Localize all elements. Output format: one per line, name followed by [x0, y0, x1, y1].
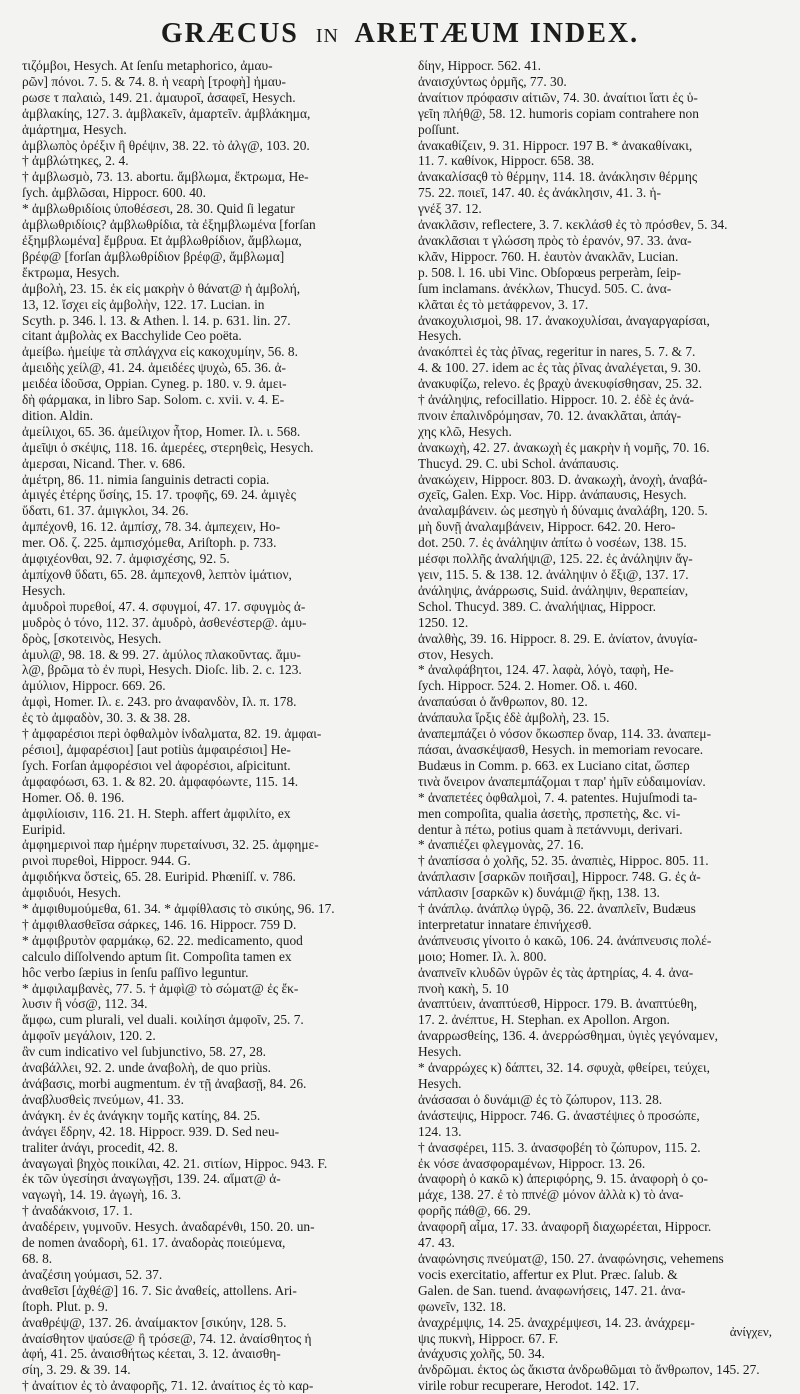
index-line: πάσαι, ἀνασκέψασθ, Hesych. in memoriam revocare. [418, 741, 704, 757]
index-line: μέσφι πολλῆς ἀναλήψι@, 125. 22. ἐς ἀνάληψιν ἄγ- [418, 551, 693, 567]
index-line: ἀνάσασαι ὁ δυνάμι@ ἐς τὸ ζώπυρον, 113. 28. [418, 1091, 663, 1107]
index-line: γνέξ 37. 12. [418, 201, 482, 217]
index-line: νάπλασιν [σαρκῶν κ) δυνάμι@ ἥκῃ, 138. 13. [418, 885, 660, 901]
index-line: Hesych. [22, 582, 66, 598]
index-line: 11. 7. καθίνοκ, Hippocr. 658. 38. [418, 153, 595, 169]
index-line: ἀμεῖψι ὁ σκέψις, 118. 16. ἀμερέες, στερηθεὶς, Hesych. [22, 439, 314, 455]
index-line: ἐξημβλωμένα] ἔμβρυα. Et ἀμβλωθρίδιον, ἄμβλωμα, [22, 232, 302, 248]
index-line: μοιο; Homer. Ιλ. λ. 800. [418, 948, 547, 964]
index-line: ἀναρρωσθείης, 136. 4. ἀνερρώσθημαι, ὑγιὲς γεγόναμεν, [418, 1028, 718, 1044]
index-line: ρινοὶ πυρεθοὶ, Hippocr. 944. G. [22, 853, 191, 869]
index-line: vocis exercitatio, affertur ex Plut. Præc. ſalub. & [418, 1266, 678, 1282]
index-line: * ἀμφιβρυτὸν φαρμάκῳ, 62. 22. medicamento, quod [22, 932, 303, 948]
index-line: ἀνάληψις, ἀνάρρωσις, Suid. ἀνάληψιν, θεραπείαν, [418, 582, 689, 598]
index-line: ἀνακαλίσαςθ τὸ θέρμην, 114. 18. ἀνάκλησιν θέρμης [418, 169, 698, 185]
index-line: * ἀμφιθυμούμεθα, 61. 34. * ἀμφίθλασις τὸ σικύης, 96. 17. [22, 901, 335, 917]
index-line: dition. Aldin. [22, 407, 94, 423]
index-line: ρέσιοι], ἀμφαρέσιοι] [aut potiùs ἀμφαιρέσιοι] He- [22, 741, 291, 757]
index-line: Scyth. p. 346. l. 13. & Athen. l. 14. p. 631. lin. 27. [22, 312, 291, 328]
index-line: interpretatur innatare ἐπινήχεσθ. [418, 916, 592, 932]
index-line: ἀναλαμβάνειν. ὡς μεσηγὺ ἡ δύναμις ἀναλάβη, 120. 5. [418, 503, 708, 519]
index-line: ἀνακόπτεὶ ἐς τὰς ῥῖνας, regeritur in nares, 5. 7. & 7. [418, 344, 696, 360]
index-line: ἀναφώνησις πνεύματ@, 150. 27. ἀναφώνησις, vehemens [418, 1250, 724, 1266]
index-line: ἀναφορὴ ὁ κακῶ κ) ἀπεριφόρης, 9. 15. ἀναφορὴ ὁ ςο- [418, 1171, 709, 1187]
index-line: † ἀναπίσσα ὁ χολῆς, 52. 35. ἀναπιὲς, Hippoc. 805. 11. [418, 853, 709, 869]
index-line: ἀνάπλασιν [σαρκῶν ποιῆσαι], Hippocr. 748. G. ἐς ἀ- [418, 869, 701, 885]
index-line: ἀναφορῆ αἷμα, 17. 33. ἀναφορῆ διαχωρέεται, Hippocr. [418, 1219, 712, 1235]
index-line: ἀμιγές ἐτέρης ὕσίης, 15. 17. τροφῆς, 69. 24. ἀμιγὲς [22, 487, 296, 503]
index-line: ἀναβάλλει, 92. 2. unde ἀναβολὴ, de quo priùs. [22, 1060, 272, 1076]
index-line: 17. 2. ἀνέπτυε, H. Stephan. ex Apollon. Argon. [418, 1012, 670, 1028]
index-line: 47. 43. [418, 1235, 455, 1251]
index-line: μὴ δυνῇ ἀναλαμβάνειν, Hippocr. 642. 20. Hero- [418, 519, 676, 535]
index-line: * ἀναπιέζει φλεγμονὰς, 27. 16. [418, 837, 584, 853]
index-line: ἀμέτρη, 86. 11. nimia ſanguinis detracti copia. [22, 471, 270, 487]
right-column [398, 58, 774, 1394]
index-line: ἀμπέχονθ, 16. 12. ἀμπίσχ, 78. 34. ἀμπεχειν, Ho- [22, 519, 281, 535]
index-line: Euripid. [22, 821, 66, 837]
index-line: ἀναλθὴς, 39. 16. Hippocr. 8. 29. E. ἀνίατον, ἀνυγία- [418, 630, 698, 646]
index-line: virile robur recuperare, Herodot. 142. 17. [418, 1378, 640, 1394]
index-line: 68. 8. [22, 1250, 53, 1266]
index-line: ἀναισχύντως ὀρμῆς, 77. 30. [418, 73, 567, 89]
index-line: p. 508. l. 16. ubi Vinc. Obſopœus perperàm, ſeip- [418, 264, 681, 280]
index-line: † ἀμβλωσμὸ, 73. 13. abortu. ἄμβλωμα, ἔκτρωμα, He- [22, 169, 309, 185]
index-line: φορῆς πάθ@, 66. 29. [418, 1203, 531, 1219]
index-line: ἀναβλυσθεὶς πνεύμων, 41. 33. [22, 1091, 184, 1107]
index-line: ἀμβλωθριδίοις? ἀμβλωθρίδια, τὰ ἐξημβλωμένα [forſan [22, 217, 316, 233]
header-word-graecus: GRÆCUS [160, 18, 299, 49]
index-line: † ἀνάληψις, refocillatio. Hippocr. 10. 2. ἐδὲ ἐς ἀνά- [418, 392, 694, 408]
index-line: ἀνάπαυλα ἴρξις ἐδὲ ἀμβολὴ, 23. 15. [418, 710, 610, 726]
index-line: ἀμείβω. ἠμείψε τὰ σπλάγχνα εἰς κακοχυμίην, 56. 8. [22, 344, 298, 360]
index-line: κλᾶν, Hippocr. 760. H. ἑαυτὸν ἀνακλᾶν, Lucian. [418, 248, 679, 264]
index-line: 75. 22. ποιεῖ, 147. 40. ἐς ἀνάκλησιν, 41. 3. ἡ- [418, 185, 662, 201]
index-line: ſych. Forſan ἀμφορέσιοι vel ἀφορέσιοι, aſpicitunt. [22, 757, 291, 773]
index-line: ἀμυλ@, 98. 18. & 99. 27. ἀμύλος πλακοῦντας. ἄμυ- [22, 646, 301, 662]
index-line: Schol. Thucyd. 389. C. ἀναλήψιας, Hippocr. [418, 598, 656, 614]
index-line: ρῶν] πόνοι. 7. 5. & 74. 8. ἡ νεαρὴ [τροφὴ] ἠμαυ- [22, 73, 287, 89]
index-line: πνοὴ κακὴ, 5. 10 [418, 980, 509, 996]
index-line: ἔκτρωμα, Hesych. [22, 264, 120, 280]
index-line: μειδέα ἰδοῦσα, Oppian. Cyneg. p. 180. v. 9. ἀμει- [22, 376, 287, 392]
index-line: ἀναγωγαὶ βηχὸς ποικίλαι, 42. 21. σιτίων, Hippoc. 943. F. [22, 1155, 328, 1171]
index-line: * ἀναρρώχες κ) δάπτει, 32. 14. σφυχὰ, φθείρει, τεύχει, [418, 1060, 710, 1076]
index-line: Hesych. [418, 328, 462, 344]
index-line: ψις πυκνὴ, Hippocr. 67. F. [418, 1330, 559, 1346]
index-line: † ἀναίτιον ἐς τὸ ἀναφορῆς, 71. 12. ἀναίτιος ἐς τὸ καρ- [22, 1378, 314, 1394]
index-line: † ἀναδάκνοισ, 17. 1. [22, 1203, 133, 1219]
index-line: ἀναζέσιη γούμασι, 52. 37. [22, 1266, 163, 1282]
index-line: ἀναπτύειν, ἀναπτύεσθ, Hippocr. 179. B. ἀναπτύεθη, [418, 996, 698, 1012]
index-line: calculo diſſolvendo aptum ſit. Compoſita tamen ex [22, 948, 292, 964]
index-line: * ἀναλφάβητοι, 124. 47. λαφὰ, λόγὸ, ταφὴ, He- [418, 662, 674, 678]
header-word-index: ARETÆUM INDEX. [354, 18, 640, 49]
index-line: δὴ φάρμακα, in libro Sap. Solom. c. xvii. v. 4. E- [22, 392, 285, 408]
index-line: ἀνακώχειν, Hippocr. 803. D. ἀνακωχὴ, ἀνοχὴ, ἀναβά- [418, 471, 708, 487]
index-line: ἀμβλωπὸς ὀρέξιν ἢ θρέψιν, 38. 22. τὸ ἀλγ@, 103. 20. [22, 137, 310, 153]
index-line: ἀνακωχὴ, 42. 27. ἀνακωχὴ ἐς μακρὴν ἡ νομῆς, 70. 16. [418, 439, 710, 455]
index-line: ἀνακοχυλισμοὶ, 98. 17. ἀνακοχυλίσαι, ἀναγαργαρίσαι, [418, 312, 710, 328]
index-line: γειν, 115. 5. & 138. 12. ἀνάληψιν ὁ ἕξι@, 137. 17. [418, 567, 689, 582]
index-line: δίην, Hippocr. 562. 41. [418, 58, 542, 73]
index-line: τιζόμβοι, Hesych. At ſenſu metaphorico, ἀμαυ- [22, 58, 273, 73]
catchword: ἀνίγχεν, [729, 1324, 772, 1339]
index-line: traliter ἀνάγι, procedit, 42. 8. [22, 1139, 179, 1155]
index-line: Hesych. [418, 1044, 462, 1060]
index-line: ρωσε τ παλαιὼ, 149. 21. ἀμαυροῖ, ἀσαφεῖ, Hesych. [22, 89, 296, 105]
index-line: ἀνάγει ἔδρην, 42. 18. Hippocr. 939. D. Sed neu- [22, 1123, 280, 1139]
index-line: ἀναχρέμψις, 14. 25. ἀναχρέμψεσι, 14. 23. ἀνάχρεμ- [418, 1314, 695, 1330]
index-line: φωνεῖν, 132. 18. [418, 1298, 507, 1314]
index-line: ἀμφαφόωσι, 63. 1. & 82. 20. ἀμφαφόωντε, 115. 14. [22, 773, 299, 789]
index-line: μυδρὸς ὁ τόνο, 112. 37. ἀμυδρὸ, ἀσθενέστερ@. ἀμυ- [22, 614, 307, 630]
index-line: Hesych. [418, 1076, 462, 1091]
index-line: dot. 250. 7. ἐς ἀνάληψιν ἀπίτω ὁ νοσέων, 138. 15. [418, 535, 687, 551]
index-line: ἀμερσαι, Nicand. Ther. v. 686. [22, 455, 186, 471]
index-line: ἀμβολὴ, 23. 15. ἐκ εἰς μακρὴν ὁ θάνατ@ ἡ ἀμβολή, [22, 280, 301, 296]
index-line: dentur à πέτω, potius quam à πετάννυμι, derivari. [418, 821, 683, 837]
index-line: ἀναπνεῖν κλυδῶν ὑγρῶν ἐς τὰς ἀρτηρίας, 4. 4. ἀνα- [418, 964, 694, 980]
index-line: poſſunt. [418, 121, 460, 137]
index-line: ἀνδρῶμαι. ἐκτος ὡς ἄκιστα ἀνδρωθῶμαι τὸ ἄνθρωπον, 145. 27. [418, 1362, 760, 1378]
index-line: Galen. de San. tuend. ἀναφωνήσεις, 147. 21. ἀνα- [418, 1282, 686, 1298]
index-line: citant ἀμβολὰς ex Bacchylide Ceo poëta. [22, 328, 242, 344]
index-line: χης κλῶ, Hesych. [418, 423, 512, 439]
index-line: Budæus in Comm. p. 663. ex Luciano citat, ὥσπερ [418, 757, 690, 773]
index-line: λυσιν ἢ νόσ@, 112. 34. [22, 996, 148, 1012]
index-line: men compoſita, qualia ἀσετὴς, πρσπετὴς, &c. vi- [418, 805, 681, 821]
index-line: * ἀναπετέες ὀφθαλμοὶ, 7. 4. patentes. Hujuſmodi ta- [418, 789, 698, 805]
index-line: ἁμάρτημα, Hesych. [22, 121, 127, 137]
index-line: ἀνάστεψις, Hippocr. 746. G. ἀναστέψιες ὁ προσώπε, [418, 1107, 700, 1123]
index-line: ἀμφιχέονθαι, 92. 7. ἀμφισχέσης, 92. 5. [22, 551, 230, 567]
index-line: ἀμφοῖν μεγάλοιν, 120. 2. [22, 1028, 156, 1044]
index-line: ἀναπαύσαι ὁ ἄνθρωπον, 80. 12. [418, 694, 588, 710]
index-line: ἀνάβασις, morbi augmentum. ἐν τῇ ἀναβασῇ, 84. 26. [22, 1076, 307, 1091]
index-line: ἀναθεῖσι [ἀχθέ@] 16. 7. Sic ἀναθείς, attollens. Ari- [22, 1282, 297, 1298]
index-line: ἀμβλακίης, 127. 3. ἀμβλακεῖν, ἀμαρτεῖν. ἀμβλάκημα, [22, 105, 311, 121]
index-line: ἀμφιλίοισιν, 116. 21. H. Steph. affert ἀμφιλίτο, ex [22, 805, 291, 821]
index-line: ἀνάγκη. ἐν ἐς ἀνάγκην τομῆς κατίης, 84. 25. [22, 1107, 261, 1123]
index-line: ἀναδέρειν, γυμνοῦν. Hesych. ἀναδαρένθι, 150. 20. un- [22, 1219, 315, 1235]
index-line: 124. 13. [418, 1123, 462, 1139]
index-line: ἀναθρέψ@, 137. 26. ἀναίμακτον [σικύην, 128. 5. [22, 1314, 287, 1330]
index-line: ἀναίσθητον ψαύσε@ ἢ τρόσε@, 74. 12. ἀναίσθητος ἡ [22, 1330, 312, 1346]
index-line: τινὰ ὄνειρον ἀναπεμπάζομαι τ παρ' ἡμῖν εὐδαιμονίαν. [418, 773, 706, 789]
index-line: ἀμφιδήκνα ὄστεὶς, 65. 28. Euripid. Phœniſſ. v. 786. [22, 869, 296, 885]
index-line: * ἀμφιλαμβανὲς, 77. 5. † ἀμφὶ@ τὸ σώματ@ ἐς ἔκ- [22, 980, 299, 996]
index-line: ἀμφιδυόι, Hesych. [22, 885, 121, 901]
index-line: ἀνακαθίζειν, 9. 31. Hippocr. 197 B. * ἀνακαθίνακι, [418, 137, 693, 153]
index-line: Thucyd. 29. C. ubi Schol. ἀνάπαυσις. [418, 455, 619, 471]
index-line: ἀνάπνευσις γίνοιτο ὁ κακῶ, 106. 24. ἀνάπνευσις πολέ- [418, 932, 712, 948]
index-line: ἀμείλιχοι, 65. 36. ἀμείλιχον ἦτορ, Homer. Ιλ. ι. 568. [22, 423, 301, 439]
page-header [0, 18, 800, 50]
index-line: ſych. ἀμβλῶσαι, Hippocr. 600. 40. [22, 185, 206, 201]
index-line: βρέφ@ [forſan ἀμβλωθρίδιον βρέφ@, ἄμβλωμα] [22, 248, 285, 264]
index-line: ἀνακυφίζω, relevo. ἐς βραχὺ ἀνεκυφίσθησαν, 25. 32. [418, 376, 703, 392]
index-line: * ἀμβλωθριδίοις ὑποθέσεσι, 28. 30. Quid ſi legatur [22, 201, 295, 217]
index-line: ἐς τὸ ἀμφαδὸν, 30. 3. & 38. 28. [22, 710, 191, 726]
index-line: ὕδατι, 61. 37. ἀμιγκλοι, 34. 26. [22, 503, 189, 519]
left-column [22, 58, 398, 1394]
index-line: 4. & 100. 27. idem ac ἐς τὰς ῥῖνας ἀναλέγεται, 9. 30. [418, 360, 702, 376]
index-line: de nomen ἀναδορὴ, 61. 17. ἀναδορὰς ποιεύμενα, [22, 1235, 286, 1251]
index-line: σχεῖς, Galen. Exp. Voc. Hipp. ἀνάπαυσις, Hesych. [418, 487, 687, 503]
index-line: ἀμφὶ, Homer. Ιλ. ε. 243. pro ἀναφανδὸν, Ιλ. π. 178. [22, 694, 297, 710]
index-columns [22, 58, 778, 1394]
index-line: κλᾶται ἐς τὸ μετάφρενον, 3. 17. [418, 296, 589, 312]
index-line: ἀμυδροὶ πυρεθοί, 47. 4. σφυγμοί, 47. 17. σφυγμὸς ἀ- [22, 598, 306, 614]
index-line: ἀμπίχονθ ὕδατι, 65. 28. ἀμπεχονθ, λεπτὸν ἱμάτιον, [22, 567, 292, 582]
index-line: Homer. Οδ. θ. 196. [22, 789, 125, 805]
index-line: † ἀνάπλῳ. ἀνάπλῳ ὑγρῷ, 36. 22. ἀναπλεῖν, Budæus [418, 901, 696, 917]
index-line: πνοιν ἐπαλινδρόμησαν, 70. 12. ἀνακλᾶται, ἀπάγ- [418, 407, 682, 423]
index-line: σίη, 3. 29. & 39. 14. [22, 1362, 131, 1378]
index-line: † ἀμβλώτηκες, 2. 4. [22, 153, 129, 169]
header-word-in: IN [315, 25, 339, 47]
index-line: ἂν cum indicativo vel ſubjunctivo, 58. 27, 28. [22, 1044, 267, 1060]
index-line: ἐκ νόσε ἀνασφοραμένων, Hippocr. 13. 26. [418, 1155, 646, 1171]
index-line: ἀμύλιον, Hippocr. 669. 26. [22, 678, 166, 694]
index-line: ἄμφω, cum plurali, vel duali. κοιλίησι ἀμφοῖν, 25. 7. [22, 1012, 304, 1028]
index-line: † ἀμφαρέσιοι περὶ ὀφθαλμὸν ἰνδαλματα, 82. 19. ἀμφαι- [22, 726, 322, 742]
index-line: ſtoph. Plut. p. 9. [22, 1298, 108, 1314]
index-line: 13, 12. ἴσχει εἰς ἀμβολὴν, 122. 17. Lucian. in [22, 296, 265, 312]
index-line: ἀναίτιον πρόφασιν αἰτιῶν, 74. 30. ἀναίτιοι ἴατι ἐς ὑ- [418, 89, 698, 105]
index-line: ἀφή, 41. 25. ἀναισθήτως κέεται, 3. 12. ἀναισθη- [22, 1346, 281, 1362]
index-line: ἀνακλᾶσιαι τ γλώσση πρὸς τὸ ἐρανόν, 97. 33. ἀνα- [418, 232, 692, 248]
index-line: γεῖη πλήθ@, 58. 12. humoris copiam contrahere non [418, 105, 699, 121]
index-line: στον, Hesych. [418, 646, 494, 662]
index-line: ſum inclamans. ἀνέκλων, Thucyd. 505. C. ἀνα- [418, 280, 672, 296]
index-line: ſych. Hippocr. 524. 2. Homer. Οδ. ι. 460. [418, 678, 638, 694]
index-line: ναγωγὴ, 14. 19. ἀγωγὴ, 16. 3. [22, 1187, 182, 1203]
index-line: mer. Οδ. ζ. 225. ἀμπισχόμεθα, Ariſtoph. p. 733. [22, 535, 277, 551]
index-line: † ἀμφιθλασθεῖσα σάρκες, 146. 16. Hippocr. 759 D. [22, 916, 297, 932]
index-line: δρὸς, [σκοτεινὸς, Hesych. [22, 630, 162, 646]
index-line: ἀναπεμπάζει ὁ νόσον ὄκωσπερ ὄναρ, 114. 33. ἀναπεμ- [418, 726, 712, 742]
index-line: μάχε, 138. 27. ἐ τὸ ππνέ@ μόνον ἀλλὰ κ) τὸ ἀνα- [418, 1187, 684, 1203]
index-line: 1250. 12. [418, 614, 469, 630]
index-line: ἀμφημερινοὶ παρ ἡμέρην πυρεταίνυσι, 32. 25. ἀμφημε- [22, 837, 319, 853]
index-line: hôc verbo ſæpius in ſenſu paſſivo leguntur. [22, 964, 249, 980]
index-line: ἀνάχυσις χολῆς, 50. 34. [418, 1346, 545, 1362]
index-line: ἐκ τῶν ὑγεσίησι ἀναγωγῇσι, 139. 24. αἵματ@ ἀ- [22, 1171, 281, 1187]
index-line: † ἀνασφέρει, 115. 3. ἀνασφοβέη τὸ ζώπυρον, 115. 2. [418, 1139, 701, 1155]
index-line: ἀμειδὴς χείλ@, 41. 24. ἀμειδέες ψυχὼ, 65. 36. ἀ- [22, 360, 286, 376]
index-line: λ@, βρῶμα τὸ ἐν πυρὶ, Hesych. Dioſc. lib. 2. c. 123. [22, 662, 302, 678]
index-line: ἀνακλᾶσιν, reflectere, 3. 7. κεκλάσθ ἐς τὸ πρόσθεν, 5. 34. [418, 217, 728, 233]
